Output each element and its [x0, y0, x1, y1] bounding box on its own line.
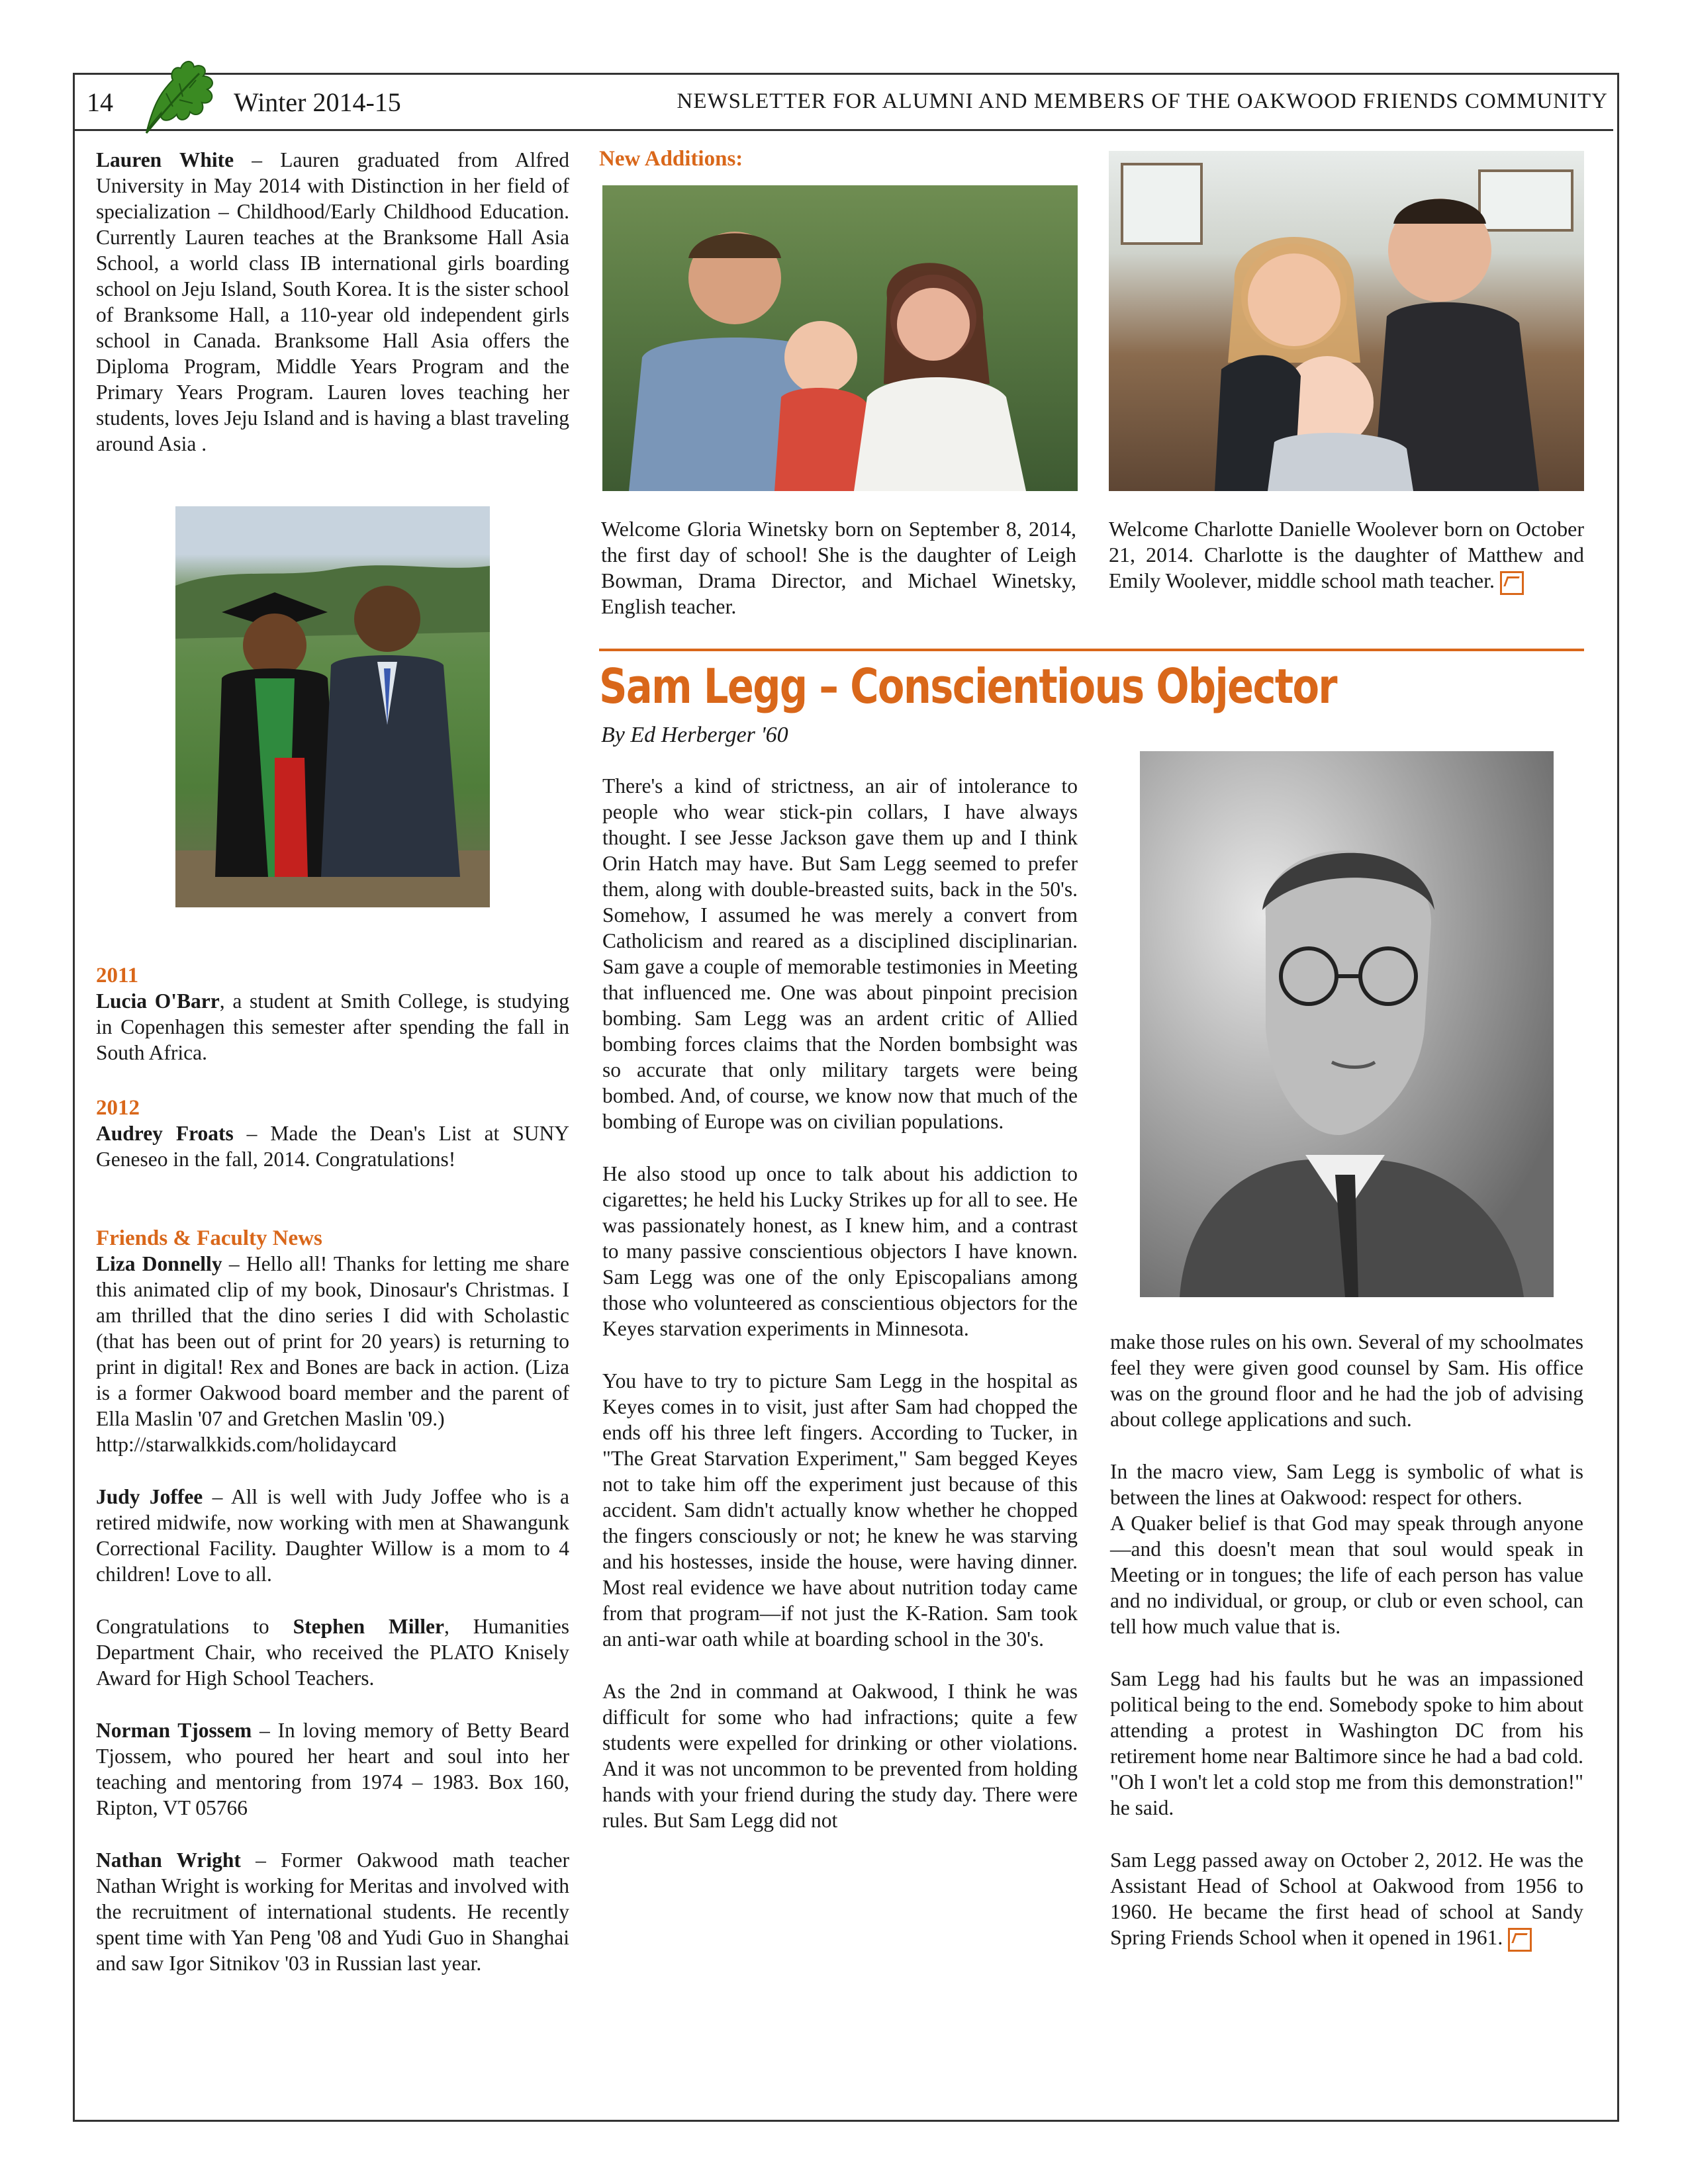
- woolever-family-photo: [1109, 151, 1584, 491]
- nathan-name: Nathan Wright: [96, 1848, 241, 1872]
- class-2012-item: [96, 1095, 569, 1199]
- article-paragraph: make those rules on his own. Several of my schoolmates feel they were given good counsel by Sam. His office was on the ground floor and he had the job of advising about college applications and such.: [1110, 1330, 1583, 1431]
- liza-link[interactable]: http://starwalkkids.com/holidaycard: [96, 1433, 397, 1456]
- class-2011-item: [96, 963, 569, 1092]
- article-paragraph: As the 2nd in command at Oakwood, I think he was difficult for some who had infractions; quite a few students were expelled for drinking or other violations. And it was not uncommon to be prevented from holding hands with your friend during the study day. There were rules. But Sam Legg did not: [602, 1680, 1078, 1832]
- stephen-name: Stephen Miller: [293, 1615, 444, 1638]
- newsletter-title: NEWSLETTER FOR ALUMNI AND MEMBERS OF THE OAKWOOD FRIENDS COMMUNITY: [677, 89, 1608, 113]
- judy-text: – All is well with Judy Joffee who is a retired midwife, now working with men at Shawangunk Correctional Facility. Daughter Willow is a mom to 4 children! Love to all.: [96, 1485, 570, 1586]
- nathan-text: – Former Oakwood math teacher Nathan Wright is working for Meritas and involved with the recruitment of international students. He recently spent time with Yan Peng '08 and Yudi Guo in Shanghai and saw Igor Sitnikov '03 in Russian last year.: [96, 1848, 569, 1975]
- norman-text: – In loving memory of Betty Beard Tjossem, who poured her heart and soul into her teaching and mentoring from 1974 – 1983. Box 160, Ripton, VT 05766: [96, 1719, 569, 1819]
- graduation-photo: [175, 506, 490, 907]
- lauren-text: – Lauren graduated from Alfred University in May 2014 with Distinction in her field of specialization – Childhood/Early Childhood Education. Currently Lauren teaches at the Branksome Hall Asia School, a world class IB international girls boarding school on Jeju Island, South Korea. It is the sister school of Branksome Hall, a 110-year old independent girls school in Canada. Branksome Hall Asia offers the Diploma Program, Middle Years Program and the Primary Years Program. Lauren loves teaching her students, loves Jeju Island and is having a blast traveling around Asia .: [96, 148, 569, 455]
- article-title: Sam Legg – Conscientious Objector: [599, 659, 1336, 714]
- friends-faculty-news: [96, 1226, 569, 2003]
- winetsky-caption: Welcome Gloria Winetsky born on September 8, 2014, the first day of school! She is the daughter of Leigh Bowman, Drama Director, and Michael Winetsky, English teacher.: [601, 517, 1076, 618]
- article-paragraph: A Quaker belief is that God may speak through anyone—and this doesn't mean that soul would speak in Meeting or in tongues; the life of each person has value and no individual, or group, or club or even school, can tell how much value that is.: [1110, 1512, 1583, 1638]
- sam-legg-portrait: [1140, 751, 1554, 1297]
- article-paragraph: You have to try to picture Sam Legg in the hospital as Keyes comes in to visit, just after Sam had chopped the ends off his three left fingers. According to Tucker, in "The Great Starvation Experiment," Sam begged Keyes not to take him off the experiment just because of this accident. Sam didn't actually know whether he chopped the fingers consciously or not; he knew he was starving and his hostesses, inside the house, were having dinner. Most real evidence we have about nutrition today came from that program—if not just the K-Ration. Sam took an anti-war oath while at boarding school in the 30's.: [602, 1369, 1078, 1651]
- year-2011-heading: 2011: [96, 964, 139, 987]
- audrey-name: Audrey Froats: [96, 1122, 234, 1145]
- stephen-text: , Humanities Department Chair, who received the PLATO Knisely Award for High School Teachers.: [96, 1615, 570, 1690]
- issue-label: Winter 2014-15: [234, 87, 401, 117]
- woolever-caption-text: Welcome Charlotte Danielle Woolever born on October 21, 2014. Charlotte is the daughter of Matthew and Emily Woolever, middle school math teacher.: [1109, 517, 1584, 592]
- article-byline: By Ed Herberger '60: [601, 723, 788, 747]
- article-column-1: [602, 773, 1078, 1860]
- article-paragraph: Sam Legg passed away on October 2, 2012. He was the Assistant Head of School at Oakwood from 1956 to 1960. He became the first head of school at Sandy Spring Friends School when it opened in 1961.: [1110, 1848, 1583, 1949]
- liza-text: – Hello all! Thanks for letting me share this animated clip of my book, Dinosaur's Christmas. I am thrilled that the dino series I did with Scholastic (that has been out of print for 20 years) is returning to print in digital! Rex and Bones are back in action. (Liza is a former Oakwood board member and the parent of Ella Maslin '07 and Gretchen Maslin '09.): [96, 1252, 570, 1430]
- page-number: 14: [87, 87, 113, 117]
- friends-faculty-heading: Friends & Faculty News: [96, 1226, 322, 1250]
- article-paragraph: There's a kind of strictness, an air of intolerance to people who wear stick-pin collars, I have always thought. I see Jesse Jackson gave them up and I think Orin Hatch may have. But Sam Legg seemed to prefer them, along with double-breasted suits, back in the 50's. Somehow, I assumed he was merely a convert from Catholicism and reared as a disciplined disciplinarian. Sam gave a couple of memorable testimonies in Meeting that influenced me. One was about pinpoint precision bombing. Sam Legg was an ardent critic of Allied bombing forces claims that the Norden bombsight was so accurate that only military targets were being bombed. And, of course, we know now that much of the bombing of Europe was on civilian populations.: [602, 774, 1078, 1133]
- woolever-caption: [1109, 516, 1584, 595]
- article-divider: [599, 649, 1584, 651]
- oak-leaf-icon: [133, 54, 232, 146]
- year-2012-heading: 2012: [96, 1096, 140, 1120]
- norman-name: Norman Tjossem: [96, 1719, 252, 1742]
- judy-name: Judy Joffee: [96, 1485, 203, 1508]
- end-mark-icon: [1500, 571, 1524, 595]
- audrey-text: – Made the Dean's List at SUNY Geneseo in the fall, 2014. Congratulations!: [96, 1122, 569, 1171]
- new-additions-heading: New Additions:: [599, 147, 743, 171]
- winetsky-family-photo: [602, 185, 1078, 491]
- stephen-prefix: Congratulations to: [96, 1615, 293, 1638]
- article-paragraph: He also stood up once to talk about his addiction to cigarettes; he held his Lucky Strikes up for all to see. He was passionately honest, as I knew him, and a contrast to many passive conscientious objectors I have known. Sam Legg was one of the only Episcopalians among those who volunteered as conscientious objectors for the Keyes starvation experiments in Minnesota.: [602, 1162, 1078, 1340]
- article-paragraph: Sam Legg had his faults but he was an impassioned political being to the end. Somebody spoke to him about attending a protest in Washington DC from his retirement home near Baltimore since he had a bad cold. "Oh I won't let a cold stop me from this demonstration!" he said.: [1110, 1667, 1583, 1819]
- end-mark-icon: [1508, 1928, 1532, 1952]
- article-column-2: [1110, 1329, 1583, 1978]
- article-paragraph: In the macro view, Sam Legg is symbolic of what is between the lines at Oakwood: respect for others.: [1110, 1460, 1583, 1509]
- lauren-name: Lauren White: [96, 148, 234, 171]
- lucia-name: Lucia O'Barr: [96, 989, 220, 1013]
- liza-name: Liza Donnelly: [96, 1252, 222, 1275]
- lauren-white-item: [96, 147, 569, 483]
- lucia-text: , a student at Smith College, is studying in Copenhagen this semester after spending the fall in South Africa.: [96, 989, 569, 1064]
- page-header: [75, 75, 1613, 131]
